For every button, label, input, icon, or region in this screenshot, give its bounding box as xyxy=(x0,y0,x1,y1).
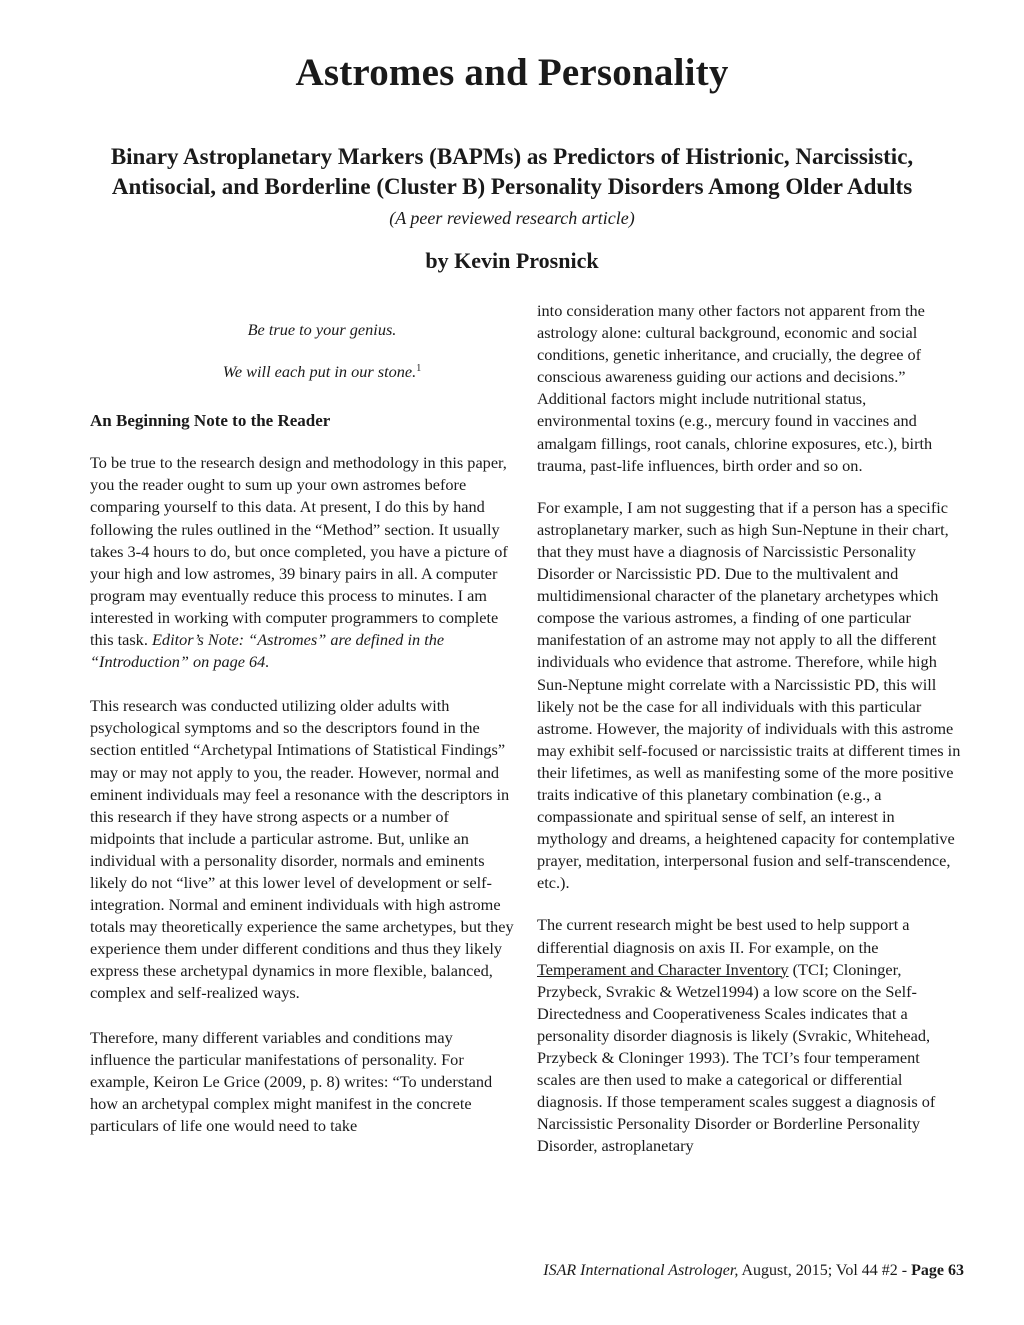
article-title: Astromes and Personality xyxy=(295,51,729,94)
tci-link: Temperament and Character Inventory xyxy=(537,959,789,979)
editor-note: Editor’s Note: “Astromes” are defined in the “Introduction” on page 64. xyxy=(90,630,445,672)
epigraph-line-1: Be true to your genius. xyxy=(247,320,397,339)
epigraph xyxy=(90,319,514,383)
author-byline: by Kevin Prosnick xyxy=(425,248,599,273)
paragraph-intro xyxy=(90,452,514,673)
paragraph-variables: Therefore, many different variables and conditions may influence the particular manifestations of personality. For example, Keiron Le Grice (2009, p. 8) writes: “To understand how an archetypal complex might manifest in the concrete particulars of life one would need to take xyxy=(90,1027,493,1135)
page-number: Page 63 xyxy=(911,1262,964,1279)
issue-info: August, 2015; Vol 44 #2 - xyxy=(741,1262,908,1279)
epigraph-line-2-text: We will each put in our stone. xyxy=(222,362,417,382)
footnote-mark: 1 xyxy=(416,363,422,375)
left-column xyxy=(90,300,514,1159)
paragraph-dd-start: The current research might be best used to help support a differential diagnosis on axis II. For example, on the xyxy=(537,915,910,957)
subtitle-line-2: Antisocial, and Borderline (Cluster B) Personality Disorders Among Older Adults xyxy=(111,174,913,199)
paragraph-dd-end: (TCI; Cloninger, Przybeck, Svrakic & Wetzel1994) a low score on the Self-Directedness and Cooperativeness Scales indicates that a personality disorder diagnosis is likely (Svrakic, Whitehead, Przybeck & Cloninger 1993). The TCI’s four temperament scales are then used to make a categorical or differential diagnosis. If those temperament scales suggest a diagnosis of Narcissistic Personality Disorder or Borderline Personality Disorder, astroplanetary xyxy=(537,959,936,1156)
subtitle-line-1: Binary Astroplanetary Markers (BAPMs) as Predictors of Histrionic, Narcissistic, xyxy=(110,144,914,169)
peer-review-note: (A peer reviewed research article) xyxy=(389,208,635,228)
page-footer xyxy=(543,1262,964,1280)
right-column xyxy=(537,300,961,1177)
epigraph-line-2 xyxy=(130,358,514,383)
paragraph-differential-diagnosis xyxy=(537,914,961,1157)
section-heading: An Beginning Note to the Reader xyxy=(90,411,331,431)
paragraph-factors: into consideration many other factors not apparent from the astrology alone: cultural background, economic and social conditions, genetic inheritance, and crucially, the degree of conscious awareness guiding our actions and decisions.” Additional factors might include nutritional status, environmental toxins (e.g., mercury found in vaccines and amalgam fillings, root canals, chlorine exposures, etc.), birth trauma, past-life influences, birth order and so on. xyxy=(537,301,933,475)
paragraph-intro-text: To be true to the research design and methodology in this paper, you the reader ought to sum up your own astromes before comparing yourself to this data. At present, I do this by hand following the rules outlined in the “Method” section. It usually takes 3-4 hours to do, but once completed, you have a picture of your high and low astromes, 39 binary pairs in all. A computer program may eventually reduce this process to minutes. I am interested in working with computer programmers to complete this task. xyxy=(90,453,508,650)
paragraph-research-context: This research was conducted utilizing older adults with psychological symptoms and so the descriptors found in the section entitled “Archetypal Intimations of Statistical Findings” may or may not apply to you, the reader. However, normal and eminent individuals may feel a resonance with the descriptors in this research if they have strong aspects or a number of midpoints that include a particular astrome. But, unlike an individual with a personality disorder, normals and eminents likely do not “live” at this lower level of development or self-integration. Normal and eminent individuals with high astrome totals may theoretically experience the same archetypes, but they experience them under different conditions and thus they likely express these archetypal dynamics in more flexible, balanced, complex and self-realized ways. xyxy=(90,696,514,1003)
journal-name: ISAR International Astrologer, xyxy=(543,1262,739,1279)
paragraph-example: For example, I am not suggesting that if a person has a specific astroplanetary marker, such as high Sun-Neptune in their chart, that they must have a diagnosis of Narcissistic Personality Disorder or Narcissistic PD. Due to the multivalent and multidimensional character of the planetary archetypes which compose the various astromes, a finding of one particular manifestation of an astrome may not apply to all the different individuals who evidence that astrome. Therefore, while high Sun-Neptune might correlate with a Narcissistic PD, this will likely not be the case for all individuals with this particular astrome. However, the majority of individuals with this astrome may exhibit self-focused or narcissistic traits at different times in their lifetimes, as well as manifesting some of the more positive traits indicative of this planetary combination (e.g., a compassionate and spiritual sense of self, an interest in mythology and dreams, a heightened capacity for contemplative prayer, meditation, interpersonal fusion and self-transcendence, etc.). xyxy=(537,497,961,893)
article-subtitle xyxy=(80,142,944,202)
